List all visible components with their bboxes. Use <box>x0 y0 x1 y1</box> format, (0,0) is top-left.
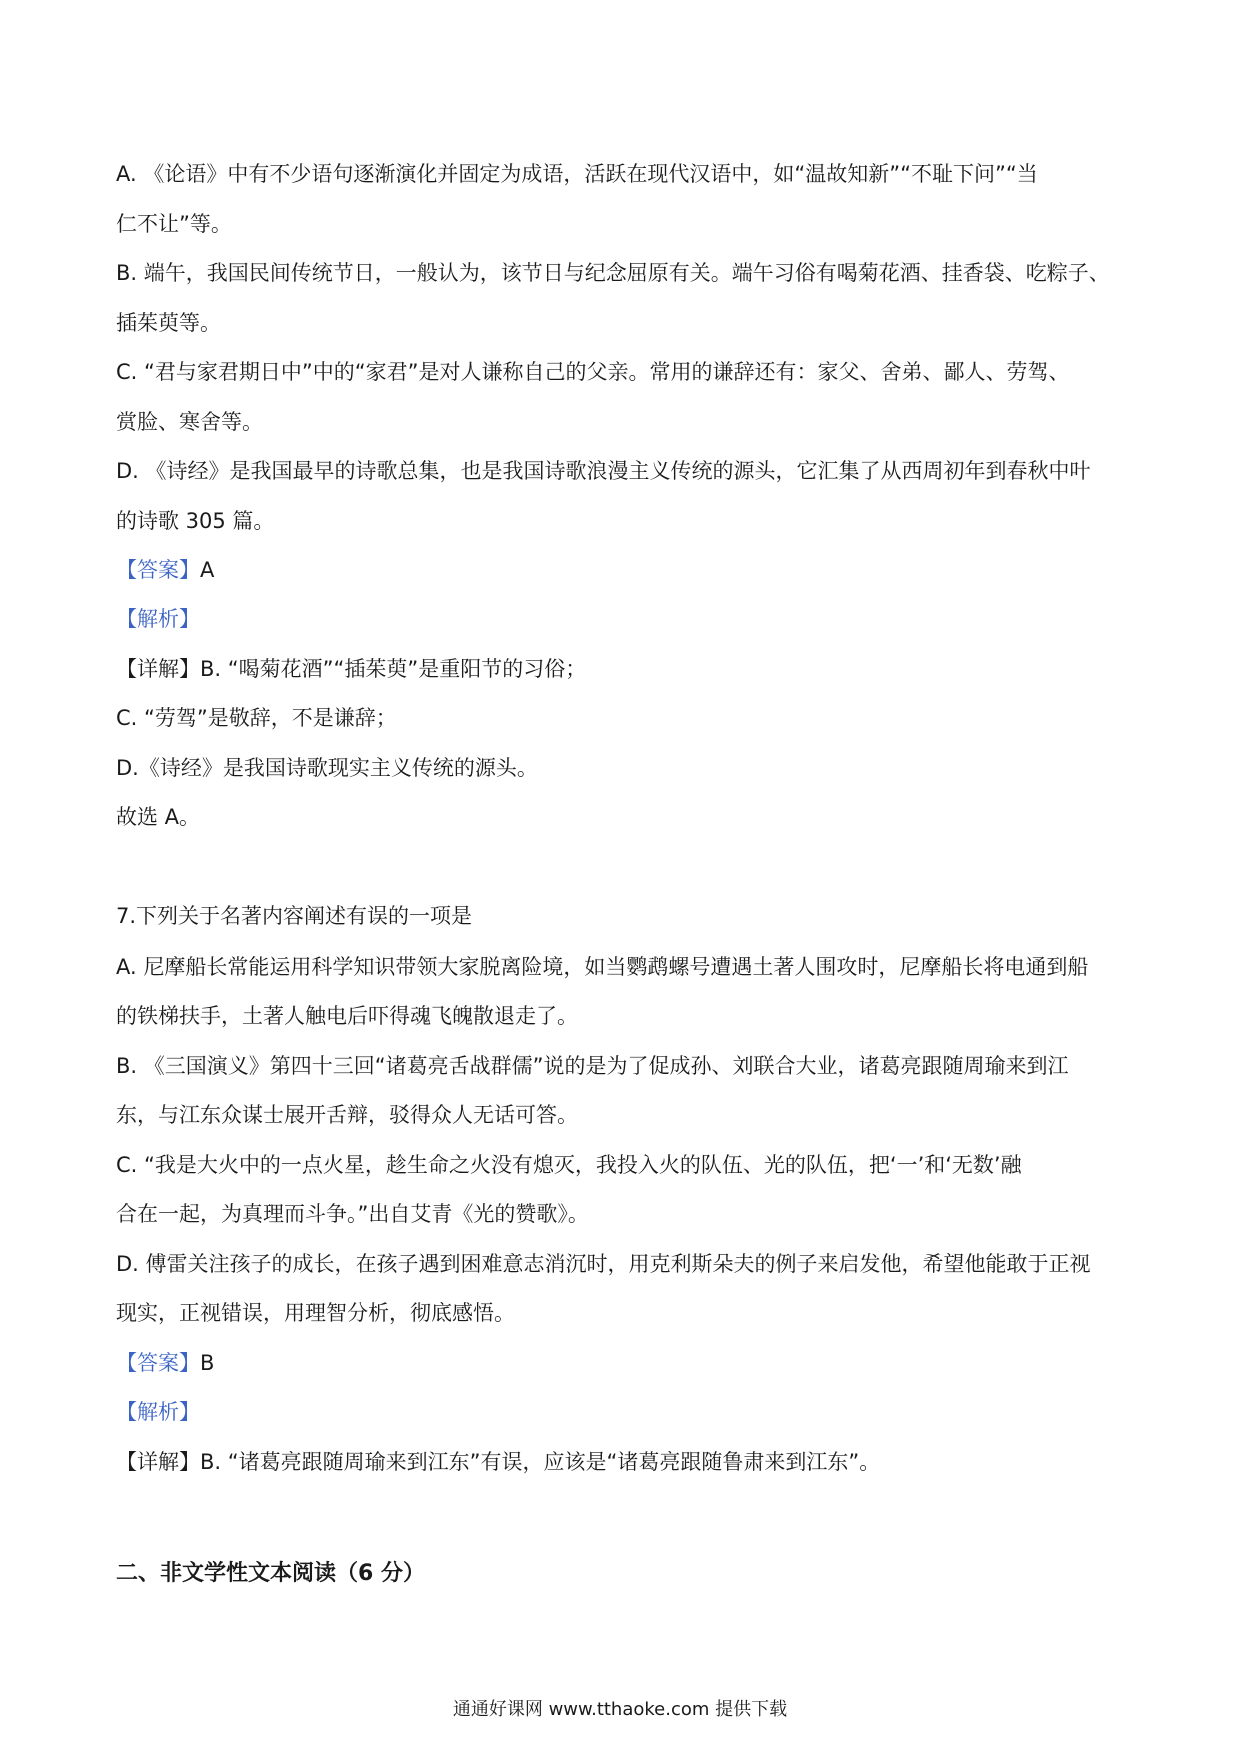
q6-option-c-line1: C. “君与家君期日中”中的“家君”是对人谦称自己的父亲。常用的谦辞还有：家父、舍弟、鄙人、劳驾、 <box>116 360 1070 384</box>
q7-answer <box>116 1349 214 1377</box>
q7-analysis-label: 【解析】 <box>116 1400 200 1424</box>
page-footer: 通通好课网 www.tthaoke.com 提供下载 <box>452 1699 788 1720</box>
q6-option-b-line2: 插茱萸等。 <box>116 311 221 335</box>
q6-option-c-line2: 赏脸、寒舍等。 <box>116 410 263 434</box>
q6-option-b-line1: B. 端午，我国民间传统节日，一般认为，该节日与纪念屈原有关。端午习俗有喝菊花酒、挂香袋、吃粽子、 <box>116 261 1110 285</box>
q7-option-c-line2: 合在一起，为真理而斗争。”出自艾青《光的赞歌》。 <box>116 1202 589 1226</box>
q7-option-a-line1: A. 尼摩船长常能运用科学知识带领大家脱离险境，如当鹦鹉螺号遭遇土著人围攻时，尼摩船长将电通到船 <box>116 955 1089 979</box>
q7-option-b-line1: B. 《三国演义》第四十三回“诸葛亮舌战群儒”说的是为了促成孙、刘联合大业，诸葛亮跟随周瑜来到江 <box>116 1054 1069 1078</box>
q6-detail-line1: 【详解】B. “喝菊花酒”“插茱萸”是重阳节的习俗； <box>116 657 587 681</box>
q7-option-a-line2: 的铁梯扶手，土著人触电后吓得魂飞魄散退走了。 <box>116 1004 578 1028</box>
q6-option-a-line2: 仁不让”等。 <box>116 212 232 236</box>
q7-option-c-line1: C. “我是大火中的一点火星，趁生命之火没有熄灭，我投入火的队伍、光的队伍，把‘一’和‘无数’融 <box>116 1153 1022 1177</box>
q7-question: 7.下列关于名著内容阐述有误的一项是 <box>116 904 473 928</box>
section-heading: 二、非文学性文本阅读（6 分） <box>116 1561 425 1586</box>
q7-answer-value: B <box>200 1351 215 1375</box>
q7-option-d-line1: D. 傅雷关注孩子的成长，在孩子遇到困难意志消沉时，用克利斯朵夫的例子来启发他，希望他能敢于正视 <box>116 1252 1091 1276</box>
q6-detail-line3: D.《诗经》是我国诗歌现实主义传统的源头。 <box>116 756 538 780</box>
q6-detail-line4: 故选 A。 <box>116 805 201 829</box>
q6-detail-line2: C. “劳驾”是敬辞，不是谦辞； <box>116 706 397 730</box>
q7-option-d-line2: 现实，正视错误，用理智分析，彻底感悟。 <box>116 1301 515 1325</box>
q6-answer <box>116 556 214 584</box>
q6-analysis-label: 【解析】 <box>116 607 200 631</box>
q6-answer-value: A <box>200 558 215 582</box>
q7-option-b-line2: 东，与江东众谋士展开舌辩，驳得众人无话可答。 <box>116 1103 578 1127</box>
q6-answer-label: 【答案】 <box>116 558 200 582</box>
q7-detail: 【详解】B. “诸葛亮跟随周瑜来到江东”有误，应该是“诸葛亮跟随鲁肃来到江东”。 <box>116 1450 881 1474</box>
q6-option-d-line1: D. 《诗经》是我国最早的诗歌总集，也是我国诗歌浪漫主义传统的源头，它汇集了从西周初年到春秋中叶 <box>116 459 1091 483</box>
q6-option-a-line1: A. 《论语》中有不少语句逐渐演化并固定为成语，活跃在现代汉语中，如“温故知新”“不耻下问”“当 <box>116 162 1038 186</box>
q7-answer-label: 【答案】 <box>116 1351 200 1375</box>
q6-option-d-line2: 的诗歌 305 篇。 <box>116 509 275 533</box>
